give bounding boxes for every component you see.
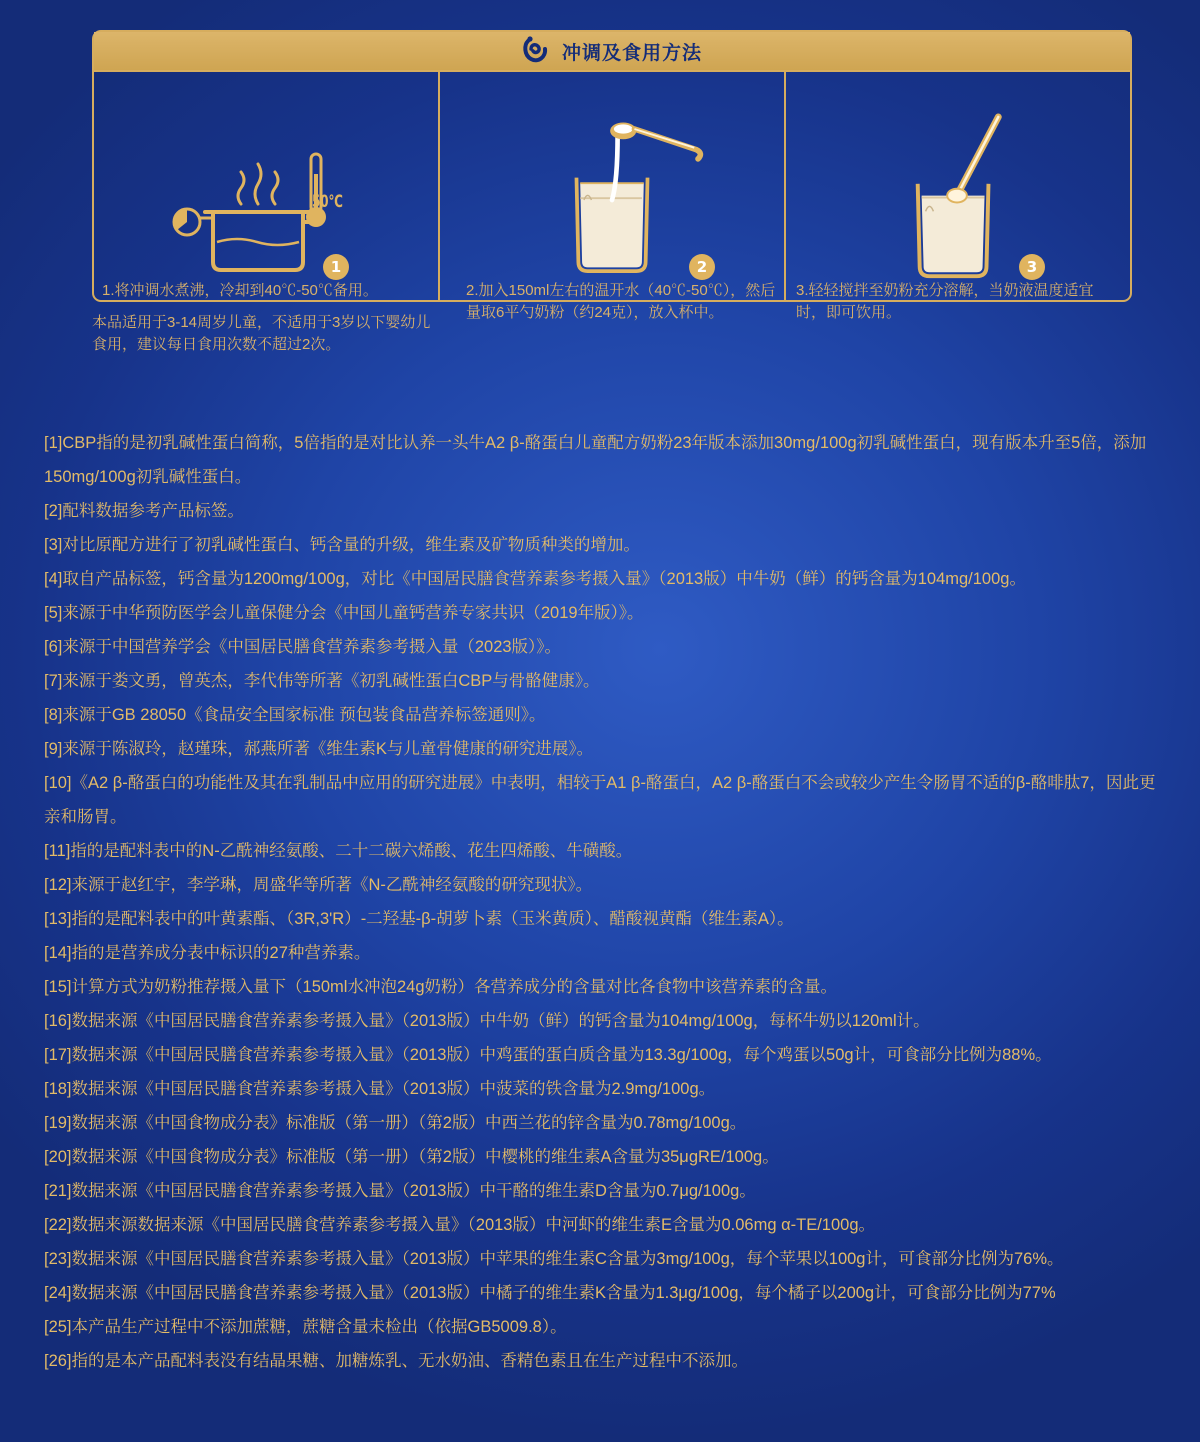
reference-item: [24]数据来源《中国居民膳食营养素参考摄入量》（2013版）中橘子的维生素K含量为1.3μg/100g，每个橘子以200g计，可食部分比例为77% <box>44 1284 1056 1302</box>
reference-item: [5]来源于中华预防医学会儿童保健分会《中国儿童钙营养专家共识（2019年版）》。 <box>44 604 644 622</box>
reference-item: [25]本产品生产过程中不添加蔗糖，蔗糖含量未检出（依据GB5009.8）。 <box>44 1318 567 1336</box>
reference-item: [21]数据来源《中国居民膳食营养素参考摄入量》（2013版）中干酪的维生素D含量为0.7μg/100g。 <box>44 1182 756 1200</box>
reference-item: [7]来源于娄文勇，曾英杰，李代伟等所著《初乳碱性蛋白CBP与骨骼健康》。 <box>44 672 600 690</box>
step-number-1: 1 <box>323 254 349 280</box>
reference-item: [10]《A2 β-酪蛋白的功能性及其在乳制品中应用的研究进展》中表明，相较于A1 β-酪蛋白，A2 β-酪蛋白不会或较少产生令肠胃不适的β-酪啡肽7，因此更亲和肠胃。 <box>44 774 1156 826</box>
reference-item: [11]指的是配料表中的N-乙酰神经氨酸、二十二碳六烯酸、花生四烯酸、牛磺酸。 <box>44 842 633 860</box>
step-1-text: 1.将冲调水煮沸，冷却到40℃-50℃备用。 <box>102 282 378 299</box>
reference-item: [12]来源于赵红宇，李学琳，周盛华等所著《N-乙酰神经氨酸的研究现状》。 <box>44 876 593 894</box>
boiling-pot-icon <box>94 72 438 272</box>
suitability-note: 本品适用于3-14周岁儿童，不适用于3岁以下婴幼儿食用，建议每日食用次数不超过2次。 <box>92 314 431 353</box>
stirring-glass-icon <box>786 72 1130 272</box>
reference-item: [2]配料数据参考产品标签。 <box>44 502 244 520</box>
reference-item: [13]指的是配料表中的叶黄素酯、（3R,3'R）-二羟基-β-胡萝卜素（玉米黄质）、醋酸视黄酯（维生素A）。 <box>44 910 794 928</box>
reference-item: [14]指的是营养成分表中标识的27种营养素。 <box>44 944 371 962</box>
step-number-2: 2 <box>689 254 715 280</box>
reference-item: [26]指的是本产品配料表没有结晶果糖、加糖炼乳、无水奶油、香精色素且在生产过程中不添加。 <box>44 1352 749 1370</box>
preparation-header <box>94 32 1130 72</box>
reference-item: [19]数据来源《中国食物成分表》标准版（第一册）（第2版）中西兰花的锌含量为0.78mg/100g。 <box>44 1114 747 1132</box>
step-3-text: 3.轻轻搅拌至奶粉充分溶解，当奶液温度适宜时，即可饮用。 <box>796 282 1094 321</box>
brand-logo-icon <box>522 35 548 67</box>
milk-glass-scoop-icon <box>440 72 784 272</box>
preparation-panel <box>92 30 1132 321</box>
reference-item: [16]数据来源《中国居民膳食营养素参考摄入量》（2013版）中牛奶（鲜）的钙含量为104mg/100g，每杯牛奶以120ml计。 <box>44 1012 930 1030</box>
reference-item: [15]计算方式为奶粉推荐摄入量下（150ml水冲泡24g奶粉）各营养成分的含量对比各食物中该营养素的含量。 <box>44 978 837 996</box>
step-1 <box>94 72 440 302</box>
reference-item: [8]来源于GB 28050《食品安全国家标准 预包装食品营养标签通则》。 <box>44 706 546 724</box>
reference-item: [22]数据来源数据来源《中国居民膳食营养素参考摄入量》（2013版）中河虾的维生素E含量为0.06mg α-TE/100g。 <box>44 1216 876 1234</box>
reference-item: [6]来源于中国营养学会《中国居民膳食营养素参考摄入量（2023版）》。 <box>44 638 562 656</box>
step-3 <box>786 72 1130 321</box>
step-number-3: 3 <box>1019 254 1045 280</box>
reference-item: [18]数据来源《中国居民膳食营养素参考摄入量》（2013版）中菠菜的铁含量为2.9mg/100g。 <box>44 1080 716 1098</box>
reference-item: [17]数据来源《中国居民膳食营养素参考摄入量》（2013版）中鸡蛋的蛋白质含量为13.3g/100g，每个鸡蛋以50g计，可食部分比例为88%。 <box>44 1046 1052 1064</box>
reference-item: [1]CBP指的是初乳碱性蛋白简称，5倍指的是对比认养一头牛A2 β-酪蛋白儿童配方奶粉23年版本添加30mg/100g初乳碱性蛋白，现有版本升至5倍，添加150mg/100g初乳碱性蛋白。 <box>44 434 1147 486</box>
reference-item: [23]数据来源《中国居民膳食营养素参考摄入量》（2013版）中苹果的维生素C含量为3mg/100g，每个苹果以100g计，可食部分比例为76%。 <box>44 1250 1064 1268</box>
step-2 <box>440 72 786 321</box>
reference-item: [20]数据来源《中国食物成分表》标准版（第一册）（第2版）中樱桃的维生素A含量为35μgRE/100g。 <box>44 1148 779 1166</box>
references-list <box>44 426 1164 1378</box>
temperature-label: 50℃ <box>312 192 343 212</box>
reference-item: [9]来源于陈淑玲，赵瑾珠，郝燕所著《维生素K与儿童骨健康的研究进展》。 <box>44 740 594 758</box>
step-2-text: 2.加入150ml左右的温开水（40℃-50℃），然后量取6平勺奶粉（约24克），放入杯中。 <box>466 282 776 321</box>
reference-item: [3]对比原配方进行了初乳碱性蛋白、钙含量的升级，维生素及矿物质种类的增加。 <box>44 536 640 554</box>
preparation-title: 冲调及食用方法 <box>561 41 702 64</box>
reference-item: [4]取自产品标签，钙含量为1200mg/100g，对比《中国居民膳食营养素参考摄入量》（2013版）中牛奶（鲜）的钙含量为104mg/100g。 <box>44 570 1026 588</box>
